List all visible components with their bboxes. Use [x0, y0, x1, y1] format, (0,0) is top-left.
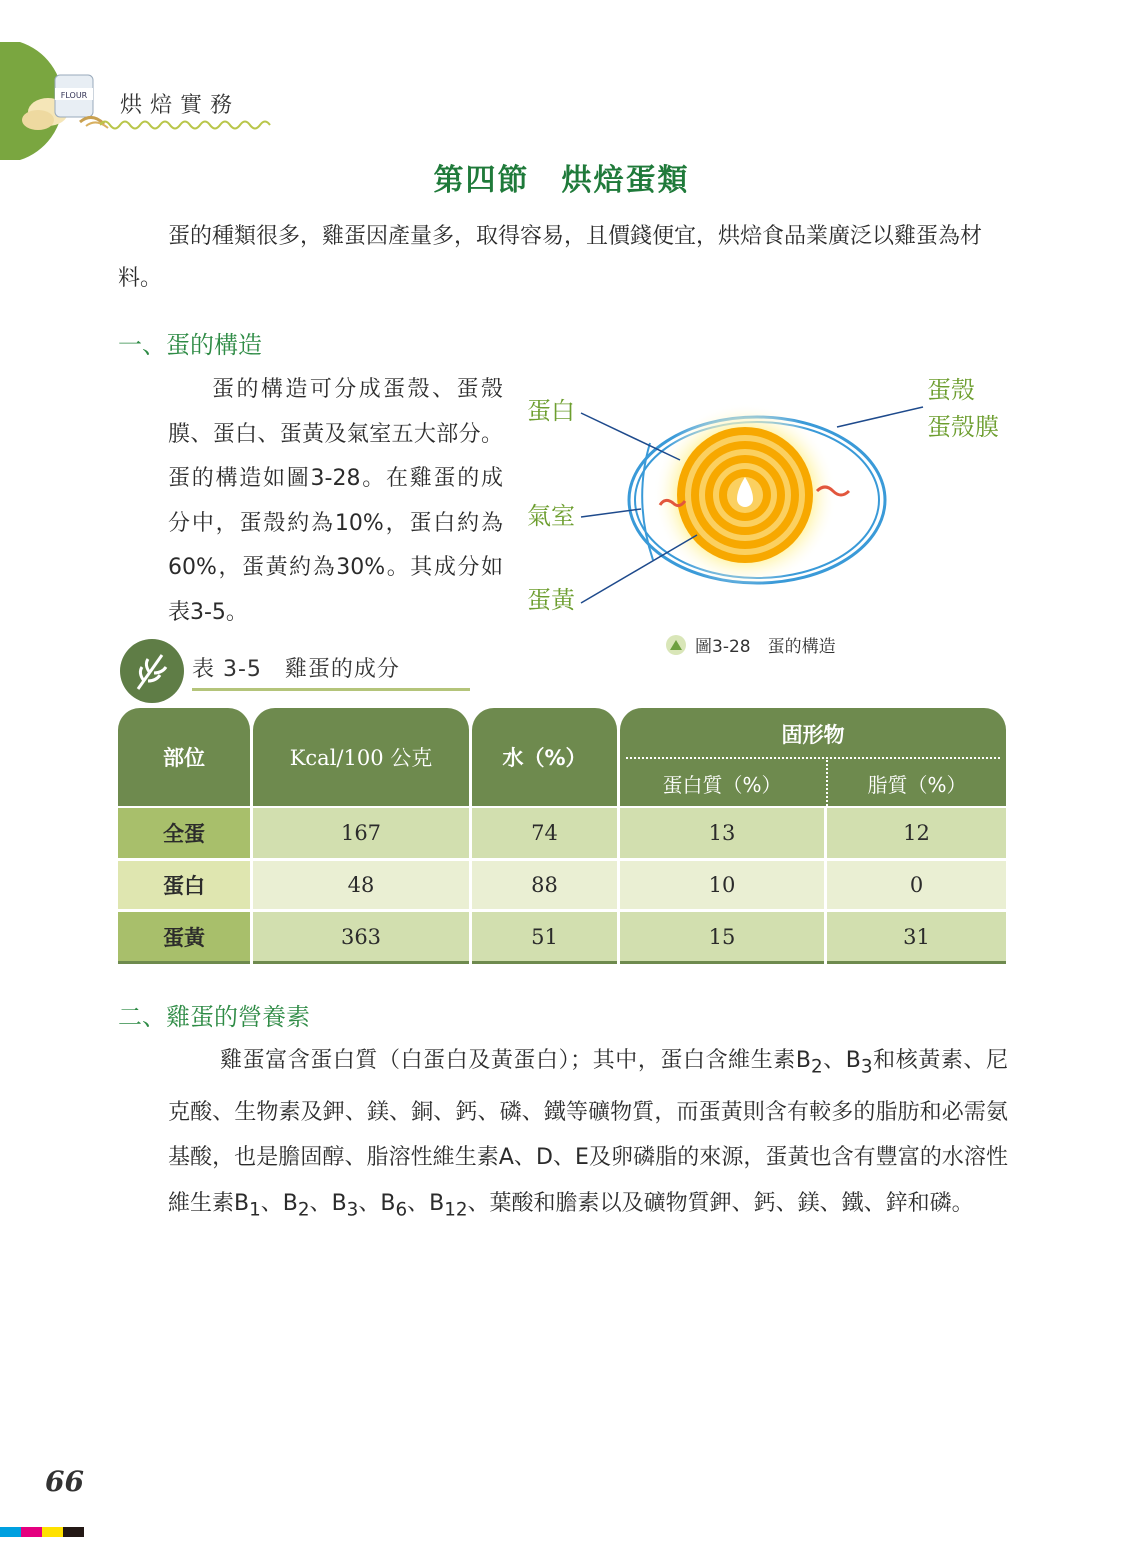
figure-caption — [665, 632, 836, 657]
table-title-underline — [192, 688, 470, 691]
header-corner-decoration — [0, 0, 110, 165]
subheading-egg-nutrients: 二、雞蛋的營養素 — [118, 1003, 310, 1031]
egg-composition-table — [118, 708, 1006, 964]
leader-egg-white — [581, 413, 680, 460]
section-title: 第四節 烘焙蛋類 — [433, 163, 690, 198]
structure-paragraph: 蛋的構造可分成蛋殼、蛋殼膜、蛋白、蛋黃及氣室五大部分。蛋的構造如圖3-28。在雞蛋的成分中，蛋殼約為10%，蛋白約為60%，蛋黃約為30%。其成分如表3-5。 — [168, 377, 503, 625]
header-fat: 脂質（%） — [867, 772, 967, 797]
cell-yolk-protein: 15 — [620, 912, 824, 964]
cell-whole-protein: 13 — [620, 808, 824, 858]
header-protein: 蛋白質（%） — [662, 772, 782, 797]
header-solids: 固形物 — [781, 723, 845, 747]
label-yolk: 蛋黃 — [527, 586, 575, 614]
print-color-bar — [0, 1527, 84, 1537]
header-title: 烘焙實務 — [120, 93, 241, 118]
cell-white-kcal: 48 — [253, 861, 469, 909]
header-wave-line — [100, 118, 275, 132]
nutrients-paragraph: 雞蛋富含蛋白質（白蛋白及黃蛋白）；其中，蛋白含維生素$B_2$、$B_3$和核黃素、尼克酸、生物素及鉀、鎂、銅、鈣、磷、鐵等礦物質，而蛋黃則含有較多的脂肪和必需氨基酸，也是膽固醇、脂溶性維生素A、D、E及卵磷脂的來源，蛋黃也含有豐富的水溶性維生素$B_1$、$B_2$、$B_3$、$B_6$、$B_{12}$、葉酸和膽素以及礦物質鉀、鈣、鎂、鐵、鋅和磷。 — [168, 1048, 1008, 1221]
figure-badge-icon — [665, 634, 687, 656]
label-shell-membrane: 蛋殼膜 — [927, 413, 999, 441]
header-kcal: Kcal/100 公克 — [253, 708, 469, 806]
table-title: 表 3-5 雞蛋的成分 — [192, 657, 400, 682]
leader-shell — [837, 407, 923, 427]
label-egg-white: 蛋白 — [527, 397, 575, 425]
page-number: 66 — [45, 1465, 84, 1498]
label-shell: 蛋殼 — [927, 376, 975, 404]
row-egg-white-label: 蛋白 — [118, 861, 250, 909]
egg-structure-diagram — [515, 365, 1015, 635]
figure-caption-text: 圖3-28 蛋的構造 — [695, 637, 836, 657]
cell-white-protein: 10 — [620, 861, 824, 909]
cell-whole-kcal: 167 — [253, 808, 469, 858]
label-air-cell: 氣室 — [527, 502, 575, 530]
cell-whole-fat: 12 — [827, 808, 1006, 858]
subheading-egg-structure: 一、蛋的構造 — [118, 331, 262, 359]
cell-yolk-fat: 31 — [827, 912, 1006, 964]
cell-whole-water: 74 — [472, 808, 617, 858]
header-water: 水（%） — [472, 708, 617, 806]
leader-yolk — [581, 535, 697, 603]
header-solids-divider — [626, 757, 1000, 759]
flour-bag-label: FLOUR — [60, 91, 88, 100]
cell-white-fat: 0 — [827, 861, 1006, 909]
row-whole-egg-label: 全蛋 — [118, 808, 250, 858]
cell-white-water: 88 — [472, 861, 617, 909]
wheat-badge-icon — [118, 637, 186, 705]
header-part: 部位 — [118, 708, 250, 806]
egg-yolk — [677, 427, 813, 563]
cell-yolk-water: 51 — [472, 912, 617, 964]
intro-paragraph: 蛋的種類很多，雞蛋因產量多，取得容易，且價錢便宜，烘焙食品業廣泛以雞蛋為材料。 — [118, 224, 983, 291]
row-yolk-label: 蛋黃 — [118, 912, 250, 964]
cell-yolk-kcal: 363 — [253, 912, 469, 964]
